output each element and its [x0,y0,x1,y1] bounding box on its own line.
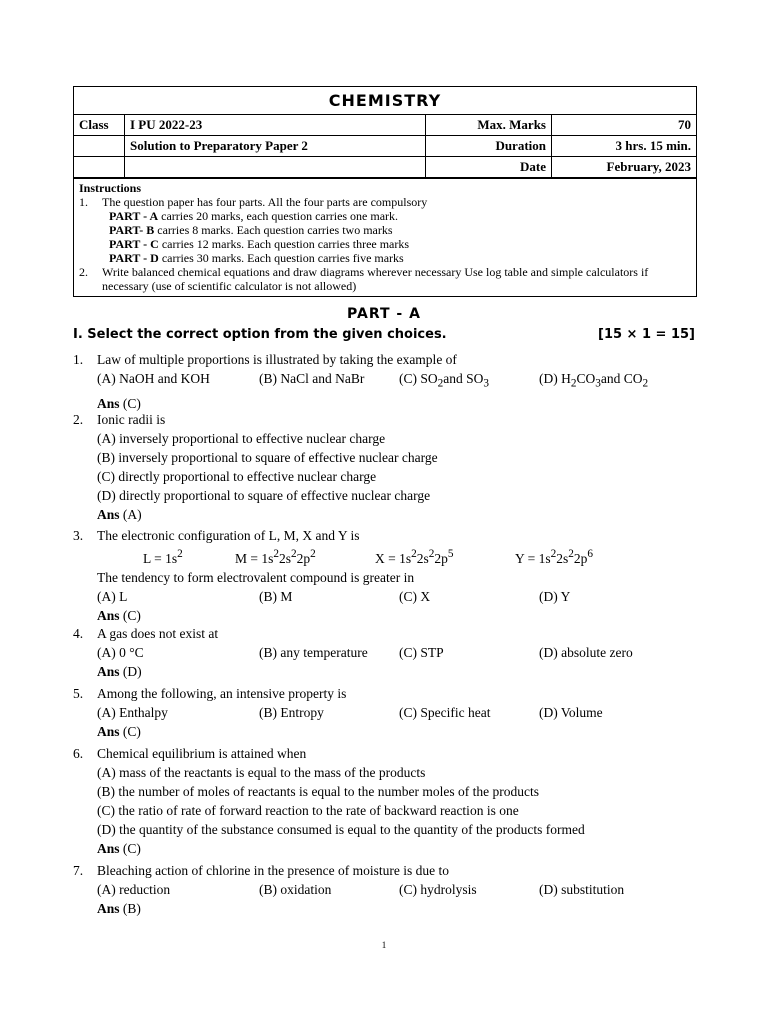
options: (A) 0 °C (B) any temperature (C) STP (D) absolute zero [97,645,633,660]
answer: Ans (C) [97,607,141,623]
date-value: February, 2023 [552,157,697,178]
empty-cell [74,136,125,157]
question-3: 3. The electronic configuration of L, M, X and Y is $L = 1s^2$ $M = 1s^22s^22p^2$ $X = 1s^22s^22p^5$ $Y = 1s^22s^22p^6$ The tendency to form electrovalent compound is greater in (A) L (B) M (C) X (D) Y Ans (C) [73,526,713,625]
question-7: 7. Bleaching action of chlorine in the presence of moisture is due to (A) reduction (B) oxidation (C) hydrolysis (D) substitution Ans (B) [73,861,713,918]
instruction-2: 2. Write balanced chemical equations and draw diagrams wherever necessary Use log table and simple calculators if necessary (use of scientific calculator is not allowed) [79,265,649,293]
answer: Ans (B) [97,901,141,916]
part-d-note: PART - D carries 30 marks. Each question carries five marks [109,251,404,265]
info-table [74,115,696,178]
max-marks-value: 70 [552,115,697,136]
section-instruction: I. Select the correct option from the given choices. [15 × 1 = 15] [73,327,695,342]
part-b-note: PART- B carries 8 marks. Each question carries two marks [109,223,393,237]
duration-value: 3 hrs. 15 min. [552,136,697,157]
answer: Ans (D) [97,664,142,679]
max-marks-label: Max. Marks [426,115,552,136]
class-value: I PU 2022-23 [125,115,426,136]
part-a-note: PART - A carries 20 marks, each question carries one mark. [109,209,399,223]
question-1: 1. Law of multiple proportions is illustrated by taking the example of (A) NaOH and KOH (B) NaCl and NaBr (C) $SO_2and$ $SO_3$ (D) $H_2CO_3and$ $CO_2$ Ans (C) [73,350,713,413]
page-number: 1 [381,940,387,950]
options: (A) L (B) M (C) X (D) Y [97,588,571,604]
empty-cell [74,157,125,178]
part-title: PART - A [347,306,421,322]
header-box [73,86,697,297]
class-label: Class [74,115,125,136]
date-label: Date [426,157,552,178]
part-c-note: PART - C carries 12 marks. Each question carries three marks [109,237,410,251]
question-2: 2. Ionic radii is (A) inversely proportional to effective nuclear charge (B) inversely proportional to square of effective nuclear charge (C) directly proportional to effective nuclear charge (D) directly proportional to square of effective nuclear charge Ans (A) [73,410,713,524]
duration-label: Duration [426,136,552,157]
subject-title: CHEMISTRY [74,87,696,115]
question-4: 4. A gas does not exist at (A) 0 °C (B) any temperature (C) STP (D) absolute zero Ans (D) [73,624,713,681]
answer: Ans (C) [97,841,141,856]
answer: Ans (A) [97,507,142,522]
question-6: 6. Chemical equilibrium is attained when (A) mass of the reactants is equal to the mass of the products (B) the number of moles of reactants is equal to the number moles of the products (C) the ratio of rate of forward reaction to the rate of backward reaction is one (D) the quantity of the substance consumed is equal to the quantity of the products formed Ans (C) [73,744,713,858]
question-5: 5. Among the following, an intensive property is (A) Enthalpy (B) Entropy (C) Specific heat (D) Volume Ans (C) [73,684,713,741]
options: (A) reduction (B) oxidation (C) hydrolysis (D) substitution [97,882,625,897]
instructions-heading: Instructions [79,181,142,195]
options: (A) Enthalpy (B) Entropy (C) Specific heat (D) Volume [97,705,603,720]
instruction-1: 1. The question paper has four parts. All the four parts are compulsory [79,195,428,209]
instructions [74,178,696,296]
paper-name: Solution to Preparatory Paper 2 [125,136,426,157]
answer: Ans (C) [97,395,141,411]
options: (A) NaOH and KOH (B) NaCl and NaBr (C) $SO_2and$ $SO_3$ (D) $H_2CO_3and$ $CO_2$ [97,371,649,390]
configurations: $L = 1s^2$ $M = 1s^22s^22p^2$ $X = 1s^22s^22p^5$ $Y = 1s^22s^22p^6$ [143,548,594,566]
answer: Ans (C) [97,724,141,739]
empty-cell [125,157,426,178]
